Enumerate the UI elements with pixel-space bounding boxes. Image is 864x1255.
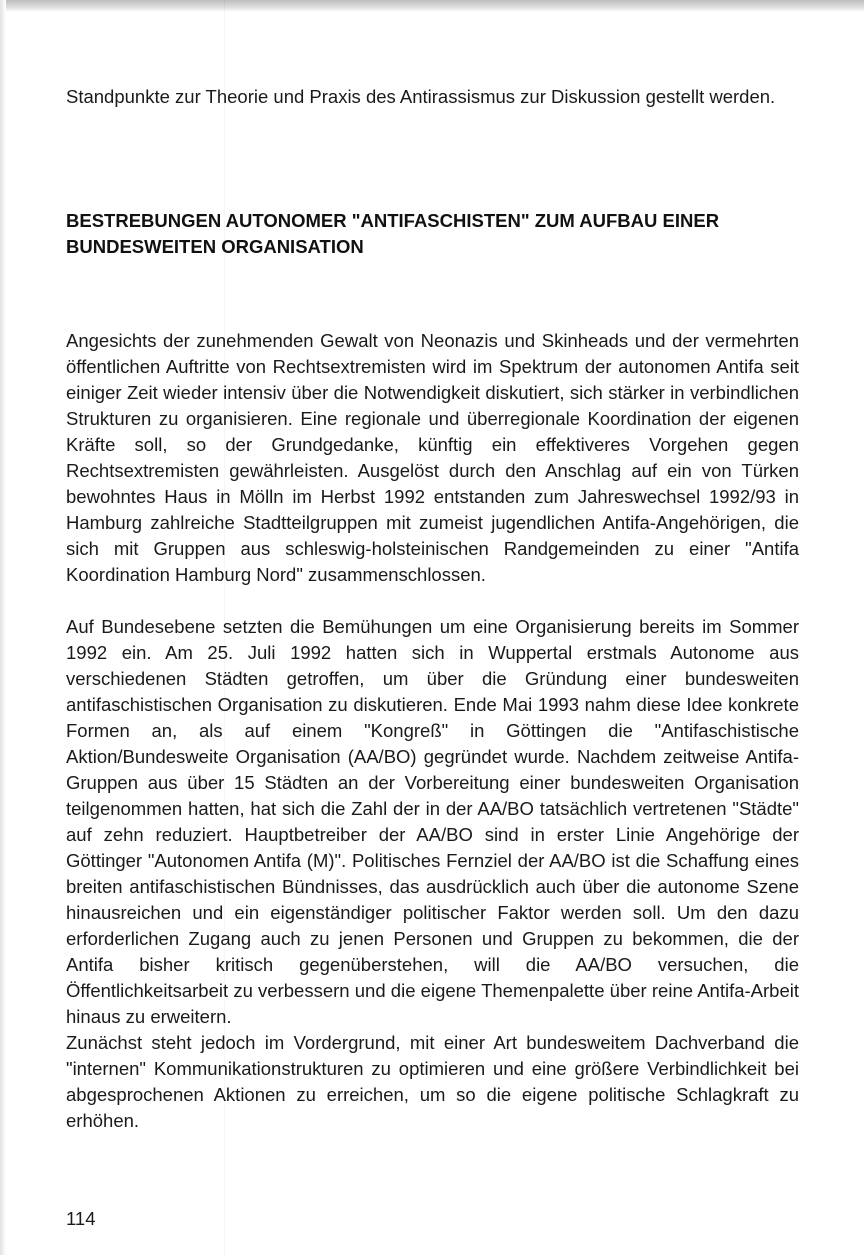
paragraph-bundesebene: Auf Bundesebene setzten die Bemühungen um eine Organisierung bereits im Sommer 1992 ein. Am 25. Juli 1992 hatten sich in Wuppertal erstmals Autonome aus verschiedenen Städten getroffen, um über die Gründung einer bundesweiten antifaschistischen Organisation zu diskutieren. Ende Mai 1993 nahm diese Idee konkrete Formen an, als auf einem "Kongreß" in Göttingen die "Antifaschistische Aktion/Bundesweite Organisation (AA/BO) gegründet wurde. Nachdem zeitweise Antifa-Gruppen aus über 15 Städten an der Vorbereitung einer bundesweiten Organisation teilgenommen hatten, hat sich die Zahl der in der AA/BO tatsächlich vertretenen "Städte" auf zehn reduziert. Hauptbetreiber der AA/BO sind in erster Linie Angehörige der Göttinger "Autonomen Antifa (M)". Politisches Fernziel der AA/BO ist die Schaffung eines breiten antifaschistischen Bündnisses, das ausdrücklich auch über die autonome Szene hinausreichen und ein eigenständiger politischer Faktor werden soll. Um den dazu erforderlichen Zugang auch zu jenen Personen und Gruppen zu bekommen, die der Antifa bisher kritisch gegenüberstehen, will die AA/BO versuchen, die Öffentlichkeitsarbeit zu verbessern und die eigene Themenpalette über reine Antifa-Arbeit hinaus zu erweitern. bbox=[66, 616, 799, 1027]
paragraph-antifa-koordination: Angesichts der zunehmenden Gewalt von Neonazis und Skinheads und der vermehrten öffentlichen Auftritte von Rechtsextremisten wird im Spektrum der autonomen Antifa seit einiger Zeit wieder intensiv über die Notwendigkeit diskutiert, sich stärker in verbindlichen Strukturen zu organisieren. Eine regionale und überregionale Koordination der eigenen Kräfte soll, so der Grundgedanke, künftig ein effektiveres Vorgehen gegen Rechtsextremisten gewährleisten. Ausgelöst durch den Anschlag auf ein von Türken bewohntes Haus in Mölln im Herbst 1992 entstanden zum Jahreswechsel 1992/93 in Hamburg zahlreiche Stadtteilgruppen mit zumeist jugendlichen Antifa-Angehörigen, die sich mit Gruppen aus schleswig-holsteinischen Randgemeinden zu einer "Antifa Koordination Hamburg Nord" zusammenschlossen. bbox=[66, 330, 799, 585]
intro-text: Standpunkte zur Theorie und Praxis des Antirassismus zur Diskussion gestellt werden. bbox=[66, 86, 776, 107]
scan-edge-top bbox=[0, 0, 864, 12]
scan-edge-left bbox=[0, 0, 6, 1255]
section-heading: BESTREBUNGEN AUTONOMER "ANTIFASCHISTEN" ZUM AUFBAU EINER BUNDESWEITEN ORGANISATION bbox=[66, 210, 720, 257]
page-number: 114 bbox=[66, 1208, 96, 1229]
paragraph-dachverband: Zunächst steht jedoch im Vordergrund, mit einer Art bundesweitem Dachverband die "internen" Kommunikationstrukturen zu optimieren und eine größere Verbindlichkeit bei abgesprochenen Aktionen zu erreichen, um so die eigene politische Schlagkraft zu erhöhen. bbox=[66, 1032, 799, 1131]
page-content bbox=[66, 84, 799, 1134]
